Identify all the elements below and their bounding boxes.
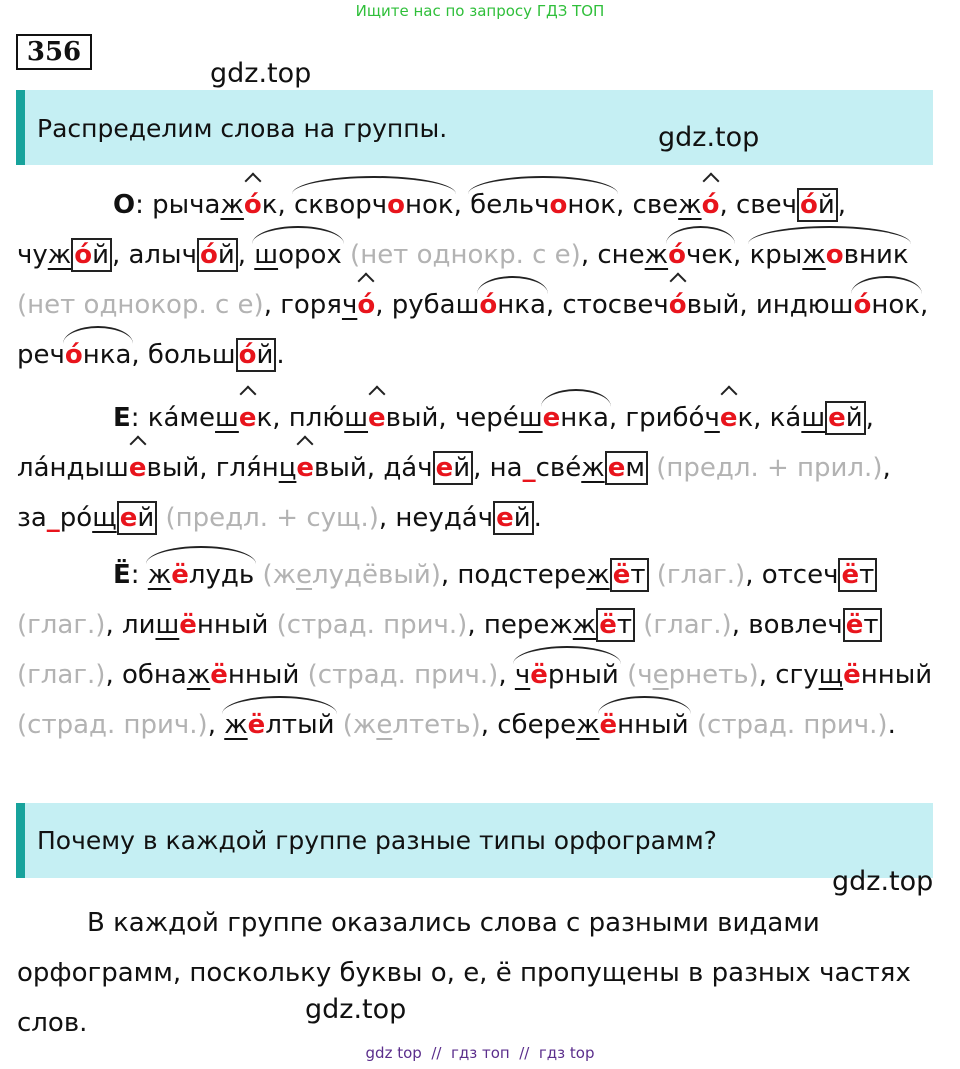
- note-yo-verb: (глаг.): [656, 560, 746, 590]
- answer-paragraph: [17, 898, 937, 1048]
- footer-link-3[interactable]: гдз top: [538, 1044, 595, 1062]
- task-band-1: [16, 90, 933, 165]
- group-e-paragraph: Е: ка́мешек, плю́шевый, чере́шенка, грибо́чек, ка́ш ей , ла́ндышевый, гля́нцевый, да́ч ей , на_све́ж ем (предл. + прил.), за_ро́щ ей (предл. + сущ.), неуда́ч ей .: [17, 393, 942, 543]
- note-yo-part: (страд. прич.): [276, 610, 468, 640]
- footer-links: gdz top // гдз топ // гдз top: [365, 1044, 595, 1062]
- footer-link-2[interactable]: гдз топ: [450, 1044, 510, 1062]
- group-o-letter: О: [113, 190, 136, 220]
- note-e-1: (предл. + прил.): [656, 453, 883, 483]
- watermark: gdz.top: [832, 866, 934, 897]
- note-e-2: (предл. + сущ.): [165, 503, 379, 533]
- footer-link-1[interactable]: gdz top: [365, 1044, 422, 1062]
- note-o-1: (нет однокр. с е): [350, 240, 581, 270]
- group-e-letter: Е: [113, 403, 131, 433]
- task-band-2: [16, 803, 933, 878]
- task-2-text: Почему в каждой группе разные типы орфограмм?: [37, 826, 717, 855]
- task-1-text: Распределим слова на группы.: [37, 114, 448, 143]
- group-yo-letter: Ё: [113, 560, 131, 590]
- watermark: gdz.top: [658, 122, 760, 153]
- group-yo-paragraph: Ё: жёлудь (желудёвый), подстереж ёт (глаг.), отсеч ёт (глаг.), лишённый (страд. прич.), пережж ёт (глаг.), вовлеч ёт (глаг.), обнажённый (страд. прич.), чёрный (чернеть), сгущённый (страд. прич.), жёлтый (желтеть), сбережённый (страд. прич.).: [17, 550, 942, 750]
- watermark: gdz.top: [210, 58, 312, 89]
- exercise-number: 356: [16, 34, 92, 70]
- note-o-2: (нет однокор. с е): [17, 290, 264, 320]
- group-o-paragraph: О: рычажо́к, скворчонок, бельчонок, свежо́, свеч о́й , чуж о́й , алыч о́й , шорох (нет однокр. с е), снежо́чек, крыжовник (нет однокор. с е), горячо́, рубашо́нка, стосвечо́вый, индюшо́нок, речо́нка, больш о́й .: [17, 180, 942, 380]
- watermark: gdz.top: [305, 994, 407, 1025]
- top-banner: Ищите нас по запросу ГДЗ ТОП: [355, 2, 605, 20]
- answer-text: В каждой группе оказались слова с разными видами орфограмм, поскольку буквы о, е, ё пропущены в разных частях слов.: [17, 908, 911, 1038]
